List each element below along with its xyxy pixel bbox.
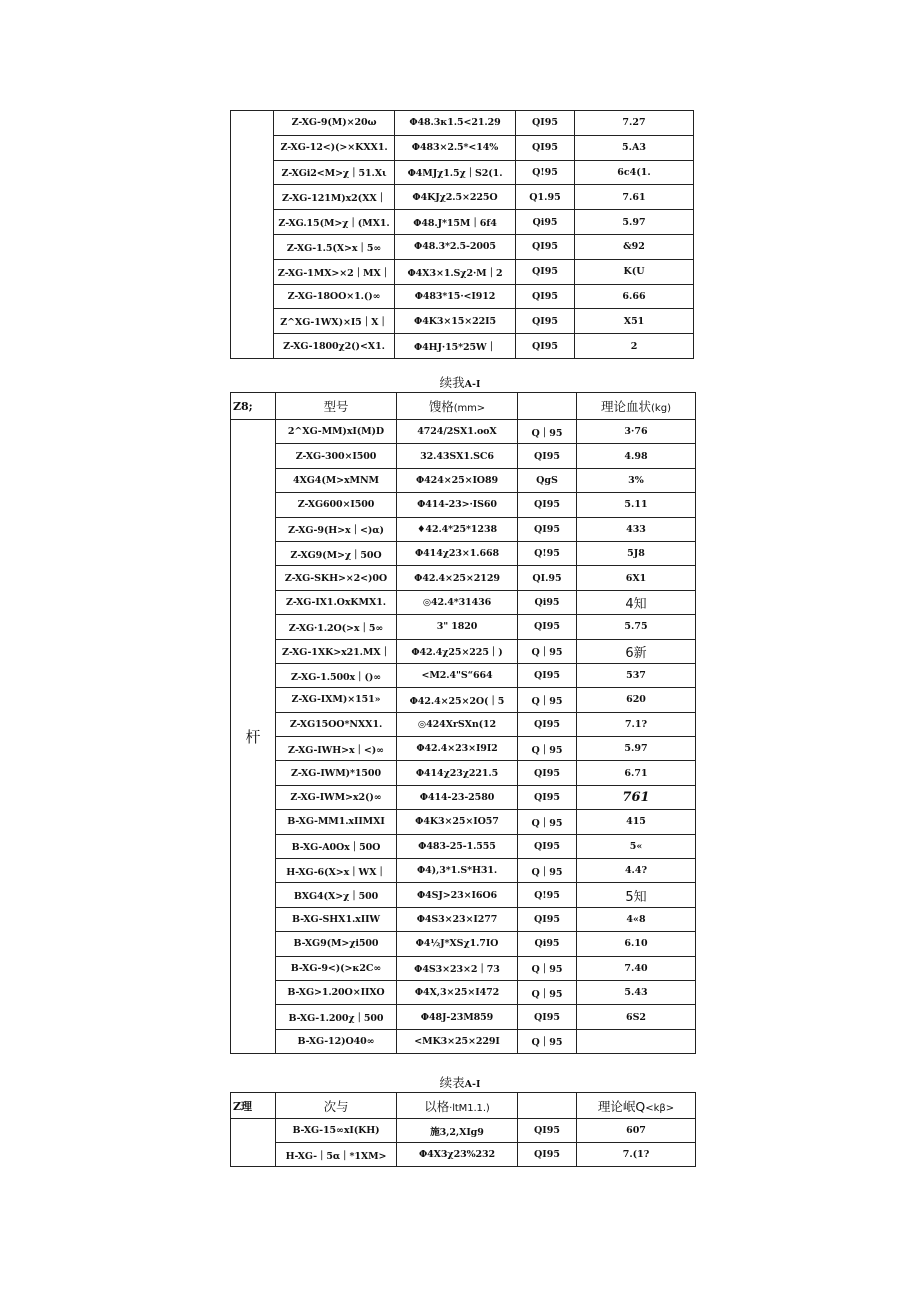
table-row [231,834,696,858]
weight-cell: 5.11 [577,493,696,517]
table-caption-continued-1 [230,373,690,391]
material-cell: QI95 [516,135,575,160]
table-row [231,1119,696,1143]
group-cell [231,1119,276,1167]
material-cell: QI95 [518,493,577,517]
header-spec-label: 馊格 [428,399,454,414]
weight-cell: 761 [577,785,696,809]
weight-cell: 3% [577,468,696,492]
weight-cell: 7.61 [575,185,694,210]
table-row [231,309,694,334]
table-row [231,444,696,468]
weight-cell: 4«8 [577,907,696,931]
spec-cell: 施3,2,XIg9 [397,1119,518,1143]
header-cell-weight [577,1093,696,1119]
weight-cell: 6.10 [577,932,696,956]
table-row [231,737,696,761]
spec-cell: 3" 1820 [397,615,518,639]
weight-cell: 6c4(1. [575,160,694,185]
header-model-label: 次与 [323,1098,349,1114]
table-row [231,590,696,614]
spec-cell: <MK3×25×229I [397,1029,518,1053]
model-cell: Z-XG-1MX>×2｜MX｜ [274,259,395,284]
spec-cell: Φ4HJ·15*25W｜ [395,334,516,359]
table-row [231,688,696,712]
weight-cell: 6.66 [575,284,694,309]
table-row [231,1143,696,1167]
table-row [231,761,696,785]
material-cell: Q｜95 [518,956,577,980]
table-caption-continued-2 [230,1073,690,1091]
material-cell: QI95 [518,517,577,541]
header-cell-model [276,393,397,420]
material-cell: Qi95 [516,210,575,235]
model-cell: Z-XG-121M)x2(XX｜ [274,185,395,210]
weight-cell: 5知 [577,883,696,907]
material-cell: QI95 [518,834,577,858]
spec-cell: Φ414χ23×1.668 [397,541,518,565]
material-cell: QI95 [516,284,575,309]
table-row [231,160,694,185]
table-part-3 [230,1092,696,1167]
model-cell: Z-XG-1.5(X>x｜5∞ [274,234,395,259]
model-cell: Z-XG-IWH>x｜<)∞ [276,737,397,761]
table-row [231,956,696,980]
material-cell: QI95 [518,907,577,931]
model-cell: Z-XG·1.2O(>x｜5∞ [276,615,397,639]
weight-cell: 7.(1? [577,1143,696,1167]
table-part-1 [230,110,694,359]
model-cell: B-XG-SHX1.xIIW [276,907,397,931]
weight-cell: 5.97 [577,737,696,761]
table-row [231,980,696,1004]
material-cell: Q｜95 [518,639,577,663]
model-cell: Z-XG-IX1.OxKMX1. [276,590,397,614]
table-row [231,810,696,834]
material-cell: Q!95 [518,541,577,565]
model-cell: H-XG-6(X>x｜WX｜ [276,859,397,883]
material-cell: Q｜95 [518,859,577,883]
model-cell: 4XG4(M>xMNM [276,468,397,492]
table-header-row [231,393,696,420]
model-cell: BXG4(X>χ｜500 [276,883,397,907]
spec-cell: Φ42.4×25×2O(｜5 [397,688,518,712]
weight-cell: 7.1? [577,712,696,736]
model-cell: B-XG-9<)(>κ2C∞ [276,956,397,980]
weight-cell: 537 [577,663,696,687]
spec-cell: ◎424XrSXn(12 [397,712,518,736]
spec-cell: Φ42.4×23×I9I2 [397,737,518,761]
table-row [231,185,694,210]
spec-cell: Φ4S3×23×I277 [397,907,518,931]
model-cell: Z-XG600×I500 [276,493,397,517]
table-row [231,883,696,907]
material-cell: Q｜95 [518,980,577,1004]
table-row [231,541,696,565]
spec-cell: Φ414-23>·IS60 [397,493,518,517]
table-row [231,468,696,492]
spec-cell: 4724/2SX1.ooX [397,420,518,444]
table-row [231,663,696,687]
model-cell: Z-XG-1.500x｜()∞ [276,663,397,687]
header-cell-spec [397,393,518,420]
spec-cell: ◎42.4*31436 [397,590,518,614]
weight-cell: 7.40 [577,956,696,980]
weight-cell: X51 [575,309,694,334]
model-cell: Z-XG9(M>χ｜50O [276,541,397,565]
material-cell: QI95 [518,1119,577,1143]
spec-cell: ♦42.4*25*1238 [397,517,518,541]
header-cell-category: Z8; [231,393,276,420]
header-spec-label: 以格 [424,1098,450,1114]
table-row [231,907,696,931]
weight-cell [577,1029,696,1053]
material-cell: QI95 [518,1143,577,1167]
caption-main: 续表 [439,1075,465,1090]
header-spec-unit: ·ltM1.1.) [449,1102,490,1114]
caption-suffix: A-I [464,1079,481,1090]
table-part-2 [230,392,696,1054]
caption-suffix: A-I [464,379,481,390]
spec-cell: Φ4MJχ1.5χ｜S2(1. [395,160,516,185]
header-weight-label: 理论血状 [601,399,652,414]
table-row [231,1029,696,1053]
spec-cell: <M2.4"S“664 [397,663,518,687]
spec-cell: Φ42.4×25×2129 [397,566,518,590]
weight-cell: 5.43 [577,980,696,1004]
model-cell: H-XG-｜5α｜*1XM> [276,1143,397,1167]
table-row [231,1005,696,1029]
spec-cell: Φ414χ23χ221.5 [397,761,518,785]
caption-main: 续我 [439,375,465,390]
weight-cell: 5.97 [575,210,694,235]
model-cell: Z-XG-9(M)×20ω [274,111,395,136]
model-cell: Z^XG-1WX)×I5｜X｜ [274,309,395,334]
spec-cell: Φ483*15·<I912 [395,284,516,309]
spec-cell: 32.43SX1.SC6 [397,444,518,468]
header-weight-unit: (kg) [651,403,671,414]
weight-cell: &92 [575,234,694,259]
table-row [231,259,694,284]
table-row [231,517,696,541]
spec-cell: Φ4½J*XSχ1.7IO [397,932,518,956]
table-row [231,111,694,136]
model-cell: B-XG>1.20O×IIXO [276,980,397,1004]
material-cell: QgS [518,468,577,492]
weight-cell: 415 [577,810,696,834]
weight-cell: 2 [575,334,694,359]
weight-cell: 7.27 [575,111,694,136]
model-cell: B-XG9(M>χi500 [276,932,397,956]
model-cell: Z-XG-12<)(>×KXX1. [274,135,395,160]
model-cell: Z-XG15OO*NXX1. [276,712,397,736]
model-cell: Z-XG-IXM)×151» [276,688,397,712]
spec-cell: Φ48.J*15M｜6f4 [395,210,516,235]
material-cell: QI95 [518,663,577,687]
material-cell: QI95 [516,259,575,284]
header-cell-material [518,1093,577,1119]
material-cell: Qi95 [518,590,577,614]
spec-cell: Φ48.3*2.5-2005 [395,234,516,259]
header-weight-label: 理论岷Q [597,1098,646,1114]
spec-cell: Φ483-25-1.555 [397,834,518,858]
model-cell: Z-XG-IWM)*1500 [276,761,397,785]
weight-cell: 6S2 [577,1005,696,1029]
model-cell: Z-XG-SKH>×2<)0O [276,566,397,590]
weight-cell: 5.75 [577,615,696,639]
weight-cell: 433 [577,517,696,541]
table-row [231,932,696,956]
table-row [231,420,696,444]
table-row [231,859,696,883]
material-cell: QI.95 [518,566,577,590]
weight-cell: 4.98 [577,444,696,468]
table-row [231,615,696,639]
model-cell: Z-XG-IWM>x2()∞ [276,785,397,809]
model-cell: B-XG-1.200χ｜500 [276,1005,397,1029]
table-row [231,493,696,517]
table-part-3-body [231,1093,696,1167]
material-cell: Q｜95 [518,688,577,712]
spec-cell: Φ4X3χ23%232 [397,1143,518,1167]
material-cell: QI95 [516,334,575,359]
weight-cell: K(U [575,259,694,284]
table-row [231,566,696,590]
material-cell: QI95 [518,444,577,468]
header-model-label: 型号 [323,399,349,414]
header-cell-spec [397,1093,518,1119]
material-cell: Q1.95 [516,185,575,210]
spec-cell: Φ4SJ>23×I6O6 [397,883,518,907]
weight-cell: 6X1 [577,566,696,590]
model-cell: B-XG-A0Ox｜50O [276,834,397,858]
spec-cell: Φ483×2.5*<14% [395,135,516,160]
weight-cell: 607 [577,1119,696,1143]
weight-cell: 6新 [577,639,696,663]
material-cell: QI95 [516,234,575,259]
table-row [231,135,694,160]
spec-cell: Φ4S3×23×2｜73 [397,956,518,980]
material-cell: QI95 [516,309,575,334]
spec-cell: Φ48.3κ1.5<21.29 [395,111,516,136]
spec-cell: Φ414-23-2580 [397,785,518,809]
table-row [231,234,694,259]
table-part-1-body [231,111,694,359]
table-row [231,334,694,359]
material-cell: QI95 [518,615,577,639]
weight-cell: 5.A3 [575,135,694,160]
model-cell: Z-XG-18OO×1.()∞ [274,284,395,309]
material-cell: Qi95 [518,932,577,956]
material-cell: Q｜95 [518,420,577,444]
model-cell: B-XG-12)O40∞ [276,1029,397,1053]
table-row [231,785,696,809]
group-cell [231,111,274,359]
spec-cell: Φ4KJχ2.5×225O [395,185,516,210]
spec-cell: Φ42.4χ25×225｜) [397,639,518,663]
weight-cell: 6.71 [577,761,696,785]
model-cell: 2^XG-MM)xI(M)D [276,420,397,444]
header-weight-unit: <kβ> [645,1102,675,1114]
weight-cell: 620 [577,688,696,712]
model-cell: B-XG-15∞xI(KH) [276,1119,397,1143]
table-row [231,639,696,663]
weight-cell: 3·76 [577,420,696,444]
table-row [231,284,694,309]
spec-cell: Φ4X3×1.Sχ2·M｜2 [395,259,516,284]
material-cell: Q｜95 [518,737,577,761]
group-cell: 杆 [231,420,276,1054]
spec-cell: Φ4K3×15×22I5 [395,309,516,334]
header-cell-model [276,1093,397,1119]
weight-cell: 5J8 [577,541,696,565]
material-cell: QI95 [518,712,577,736]
spec-cell: Φ424×25×IO89 [397,468,518,492]
material-cell: QI95 [518,761,577,785]
table-header-row [231,1093,696,1119]
model-cell: Z-XG-1800χ2()<X1. [274,334,395,359]
model-cell: Z-XG-1XK>x21.MX｜ [276,639,397,663]
model-cell: Z-XG-300×I500 [276,444,397,468]
model-cell: Z-XGi2<M>χ｜51.Xι [274,160,395,185]
material-cell: QI95 [518,1005,577,1029]
header-cell-material [518,393,577,420]
spec-cell: Φ4),3*1.S*H31. [397,859,518,883]
material-cell: Q｜95 [518,810,577,834]
spec-cell: Φ4X,3×25×I472 [397,980,518,1004]
table-part-2-body [231,393,696,1054]
material-cell: Q!95 [518,883,577,907]
material-cell: Q!95 [516,160,575,185]
header-spec-unit: (mm> [453,403,486,414]
model-cell: B-XG-MM1.xIIMXI [276,810,397,834]
model-cell: Z-XG-9(H>x｜<)α) [276,517,397,541]
weight-cell: 5« [577,834,696,858]
model-cell: Z-XG.15(M>χ｜(MX1. [274,210,395,235]
weight-cell: 4.4? [577,859,696,883]
material-cell: QI95 [518,785,577,809]
material-cell: Q｜95 [518,1029,577,1053]
header-cell-weight [577,393,696,420]
spec-cell: Φ4K3×25×IO57 [397,810,518,834]
spec-cell: Φ48J-23M859 [397,1005,518,1029]
table-row [231,210,694,235]
table-row [231,712,696,736]
header-cell-category: Z理 [231,1093,276,1119]
weight-cell: 4知 [577,590,696,614]
material-cell: QI95 [516,111,575,136]
